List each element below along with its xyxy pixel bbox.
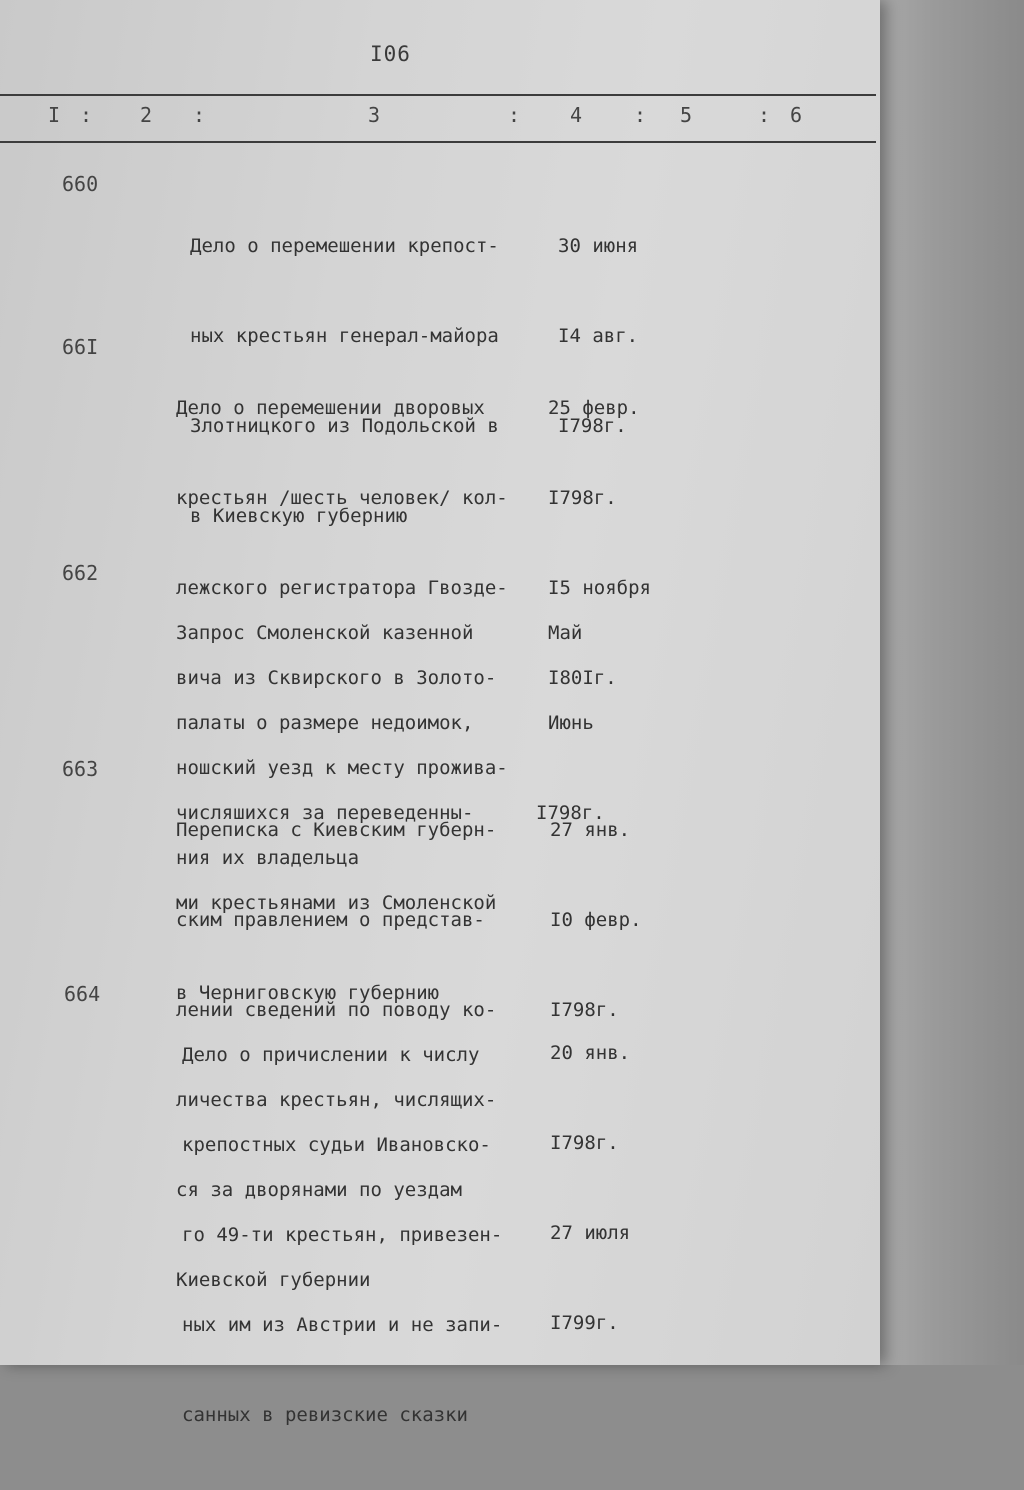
date-line: I798г. xyxy=(536,802,605,824)
date-line: I0 февр. xyxy=(550,909,642,931)
column-header-6: 6 xyxy=(790,103,803,127)
record-dates xyxy=(550,978,630,1398)
date-line: I798г. xyxy=(550,1132,619,1154)
date-line: I799г. xyxy=(550,1312,619,1334)
description-line: палаты о размере недоимок, xyxy=(176,712,474,734)
column-header-3: 3 xyxy=(368,103,381,127)
description-line: ся за дворянами по уездам xyxy=(176,1179,462,1201)
description-line: ношский уезд к месту прожива- xyxy=(176,757,508,779)
description-line: личества крестьян, числящих- xyxy=(176,1089,497,1111)
date-line: I5 ноября xyxy=(548,577,651,599)
description-line: Злотницкого из Подольской в xyxy=(190,415,499,437)
record-number: 663 xyxy=(62,757,99,781)
description-line: го 49-ти крестьян, привезен- xyxy=(182,1224,503,1246)
column-header-1: I xyxy=(48,103,61,127)
date-line: 20 янв. xyxy=(550,1042,631,1064)
description-line: ных крестьян генерал-майора xyxy=(190,325,499,347)
description-line: ским правлением о представ- xyxy=(176,909,485,931)
column-separator: : xyxy=(634,103,647,127)
record-number: 660 xyxy=(62,172,99,196)
header-rule-top xyxy=(0,94,876,96)
description-line: Запрос Смоленской казенной xyxy=(176,622,474,644)
date-line: I80Iг. xyxy=(548,667,617,689)
description-line: Дело о перемешении крепост- xyxy=(190,235,499,257)
record-number: 664 xyxy=(64,982,101,1006)
description-line: крепостных судьи Ивановско- xyxy=(182,1134,491,1156)
description-line: ных им из Австрии и не запи- xyxy=(182,1314,503,1336)
column-header-5: 5 xyxy=(680,103,693,127)
description-line: в Киевскую губернию xyxy=(190,505,408,527)
column-header-4: 4 xyxy=(570,103,583,127)
description-line: ми крестьянами из Смоленской xyxy=(176,892,497,914)
date-line: 27 июля xyxy=(550,1222,631,1244)
description-line: лежского регистратора Гвозде- xyxy=(176,577,508,599)
date-line: I798г. xyxy=(550,999,619,1021)
date-line: Июнь xyxy=(548,712,594,734)
date-line: I4 авг. xyxy=(558,325,639,347)
date-line: Май xyxy=(548,622,583,644)
description-line: Дело о причислении к числу xyxy=(182,1044,480,1066)
date-line: 25 февр. xyxy=(548,397,640,419)
column-separator: : xyxy=(193,103,206,127)
description-line: вича из Сквирского в Золото- xyxy=(176,667,497,689)
record-description xyxy=(182,980,502,1490)
description-line: лении сведений по поводу ко- xyxy=(176,999,497,1021)
description-line: ния их владельца xyxy=(176,847,360,869)
record-number: 662 xyxy=(62,561,99,585)
paper-edge xyxy=(876,0,1024,1365)
header-rule-bottom xyxy=(0,141,876,143)
description-line: в Черниговскую губернию xyxy=(176,982,440,1004)
column-header-2: 2 xyxy=(140,103,153,127)
description-line: Дело о перемешении дворовых xyxy=(176,397,485,419)
date-line: I798г. xyxy=(548,487,617,509)
record-number: 66I xyxy=(62,335,99,359)
description-line: Переписка с Киевским губерн- xyxy=(176,819,497,841)
date-line: 27 янв. xyxy=(550,819,631,841)
column-separator: : xyxy=(80,103,93,127)
description-line: крестьян /шесть человек/ кол- xyxy=(176,487,508,509)
description-line: Киевской губернии xyxy=(176,1269,371,1291)
page-number: I06 xyxy=(370,42,411,66)
description-line: числяшихся за переведенны- xyxy=(176,802,474,824)
description-line: санных в ревизские сказки xyxy=(182,1404,468,1426)
date-line: 30 июня xyxy=(558,235,639,257)
date-line: I798г. xyxy=(558,415,627,437)
column-separator: : xyxy=(758,103,771,127)
column-separator: : xyxy=(508,103,521,127)
